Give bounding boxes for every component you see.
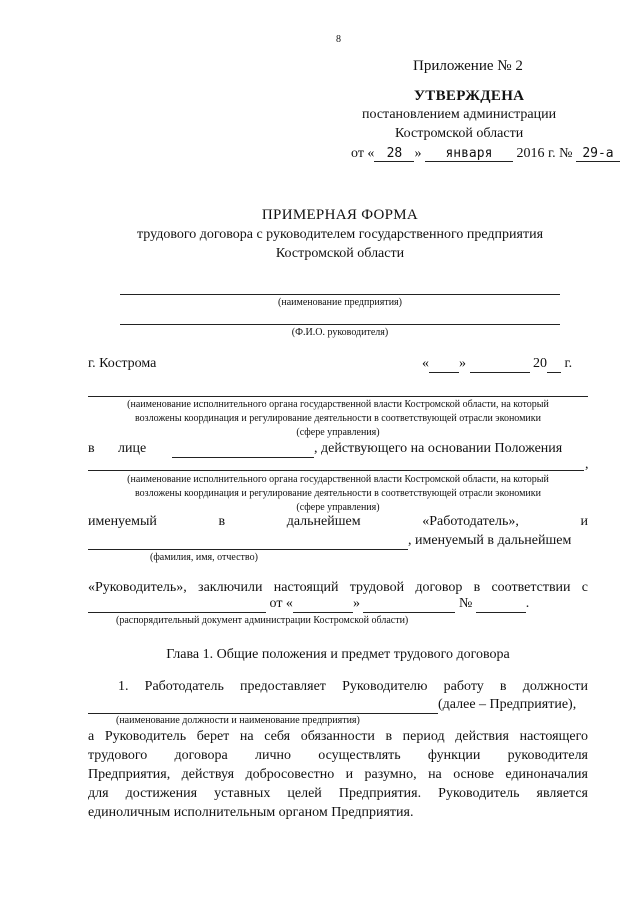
fio-hint: (фамилия, имя, отчество) [150,552,258,563]
enterprise-blank[interactable] [120,294,560,295]
organ1-hint-line2: возложены координация и регулирование деятельности в соответствующей отрасли экономики [134,413,541,424]
named-word-4: «Работодатель», [422,514,519,529]
organ1-hint-line1: (наименование исполнительного органа государственной власти Костромской области, на который [127,399,549,410]
contract-month-blank[interactable] [470,356,530,373]
contract-day-blank[interactable] [429,356,459,373]
appendix-label: Приложение № 2 [413,58,523,74]
contract-year-suffix: г. [564,356,573,371]
contract-year-blank[interactable] [547,356,561,373]
page-number: 8 [336,34,341,45]
manager-blank[interactable] [120,324,560,325]
approval-number: 29-а [576,146,620,162]
organ1-hint-line3: (сфере управления) [296,427,380,438]
chapter1-line-3: Предприятия, действуя добросовестно и разумно, на основе единоначалия [88,767,588,782]
named-word-3: дальнейшем [286,514,361,529]
document-subtitle-2: Костромской области [275,246,405,261]
chapter1-line-1: а Руководитель берет на себя обязанности в период действия настоящего [88,729,588,744]
city-name: г. Кострома [88,356,157,371]
face-word: лице [118,441,147,456]
document-quote-close: » [352,596,360,611]
document-ref-line [88,596,529,613]
chapter1-line-4: для достижения уставных целей Предприятия. Руководитель является [88,786,588,801]
approved-stamp: УТВЕРЖДЕНА [414,88,525,104]
approval-month: января [425,146,513,162]
position-hint: (наименование должности и наименование предприятия) [116,715,360,726]
document-number-blank[interactable] [476,596,526,613]
organ2-hint-line2: возложены координация и регулирование деятельности в соответствующей отрасли экономики [134,488,541,499]
fio-blank[interactable] [88,549,408,550]
document-hint: (распорядительный документ администрации Костромской области) [116,615,409,626]
organ2-blank[interactable] [88,470,584,471]
organ1-blank[interactable] [88,396,588,397]
named-row [88,514,588,530]
chapter1-p1-ref: (далее – Предприятие), [438,697,577,712]
document-day-blank[interactable] [293,596,353,613]
document-subtitle-1: трудового договора с руководителем государственного предприятия [136,227,544,242]
approval-day-close: » [414,146,422,161]
contract-date-open: « [422,356,429,371]
approval-day: 28 [374,146,414,162]
acting-text: , действующего на основании Положения [314,441,563,456]
organ2-hint-line3: (сфере управления) [296,502,380,513]
named-after-text: , именуемый в дальнейшем [408,533,572,548]
contract-date [422,356,572,373]
contract-year: 20 [533,356,547,371]
document-num-sign: № [458,596,473,611]
enterprise-hint: (наименование предприятия) [278,297,402,308]
approval-date-prefix: от « [351,146,375,161]
manager-hint: (Ф.И.О. руководителя) [291,327,389,338]
approval-date-line [351,146,620,162]
named-word-2: в [218,514,226,529]
chapter1-heading: Глава 1. Общие положения и предмет трудового договора [166,647,510,662]
concluded-text: «Руководитель», заключили настоящий трудовой договор в соответствии с [88,580,588,595]
position-blank[interactable] [88,713,438,714]
document-dot: . [525,596,530,611]
in-word: в [88,441,95,456]
approval-year: 2016 г. № [516,146,573,161]
approved-by: постановлением администрации [362,107,557,122]
approved-region: Костромской области [395,126,524,141]
representative-blank[interactable] [172,457,314,458]
named-word-1: именуемый [88,514,157,529]
document-blank[interactable] [88,596,266,613]
document-month-blank[interactable] [363,596,455,613]
document-from: от « [269,596,293,611]
chapter1-last-line: единоличным исполнительным органом Предприятия. [88,805,414,820]
document-title: ПРИМЕРНАЯ ФОРМА [261,207,419,223]
organ2-comma: , [585,457,589,472]
chapter1-line-2: трудового договора лично осуществлять функции руководителя [88,748,588,763]
contract-date-mid: » [459,356,466,371]
organ2-hint-line1: (наименование исполнительного органа государственной власти Костромской области, на который [127,474,549,485]
named-word-5: и [580,514,588,529]
chapter1-p1-start: 1. Работодатель предоставляет Руководителю работу в должности [118,679,588,694]
